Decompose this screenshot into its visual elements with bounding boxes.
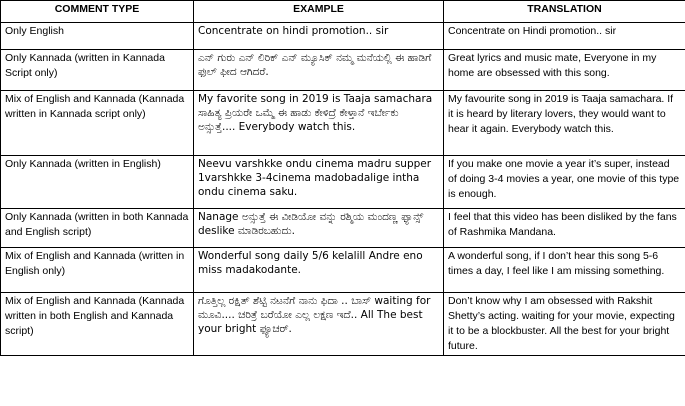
translation-cell: I feel that this video has been disliked by the fans of Rashmika Mandana.	[444, 209, 685, 248]
example-cell: ಎನ್ ಗುರು ಎನ್ ಲಿರಿಕ್ ಎನ್ ಮ್ಯೂಸಿಕ್ ನಮ್ಮ ಮನೆಯಲ್ಲಿ ಈ ಹಾಡಿಗೆ ಫುಲ್ ಫೀದ ಆಗಿದರೆ.	[194, 50, 444, 91]
table-row	[1, 91, 685, 156]
comment-type-cell: Only Kannada (written in Kannada Script only)	[1, 50, 194, 91]
comment-type-cell: Mix of English and Kannada (written in English only)	[1, 248, 194, 293]
example-cell: Wonderful song daily 5/6 kelalill Andre eno miss madakodante.	[194, 248, 444, 293]
comment-type-cell: Only Kannada (written in English)	[1, 156, 194, 209]
comment-type-cell: Only Kannada (written in both Kannada and English script)	[1, 209, 194, 248]
table-row	[1, 156, 685, 209]
translation-cell: Concentrate on Hindi promotion.. sir	[444, 23, 685, 50]
example-cell: Neevu varshkke ondu cinema madru supper 1varshkke 3-4cinema madobadalige intha ondu cinema saku.	[194, 156, 444, 209]
example-cell: Concentrate on hindi promotion.. sir	[194, 23, 444, 50]
translation-cell: If you make one movie a year it’s super, instead of doing 3-4 movies a year, one movie of this type is enough.	[444, 156, 685, 209]
example-cell: ಗೊತ್ತಿಲ್ಲ ರಕ್ಷಿತ್ ಶೆಟ್ಟಿ ನಟನೆಗೆ ನಾನು ಫಿದಾ .. ಬಾಸ್ waiting for ಮೂವಿ.... ಚರಿತ್ರೆ ಬರೆಯೋ ಎಲ್ಲ ಲಕ್ಷಣ ಇದೆ.. All The best your bright ಫ್ಯೂಚರ್.	[194, 293, 444, 356]
table-row	[1, 50, 685, 91]
table-row	[1, 23, 685, 50]
table-row	[1, 248, 685, 293]
header-translation: TRANSLATION	[444, 1, 685, 23]
comment-type-cell: Mix of English and Kannada (Kannada written in both English and Kannada script)	[1, 293, 194, 356]
translation-cell: Don’t know why I am obsessed with Rakshit Shetty’s acting. waiting for your movie, expecting it to be a blockbuster. All the best for your bright future.	[444, 293, 685, 356]
header-comment-type: COMMENT TYPE	[1, 1, 194, 23]
comment-type-cell: Mix of English and Kannada (Kannada written in Kannada script only)	[1, 91, 194, 156]
header-row	[1, 1, 685, 23]
example-cell: Nanage ಅನ್ಸುತ್ತೆ ಈ ವೀಡಿಯೋ ವನ್ನು ರಶ್ಮಿಯ ಮಂದಣ್ಣ ಫ್ಯಾನ್ಸ್ deslike ಮಾಡಿರಬಹುದು.	[194, 209, 444, 248]
table-row	[1, 209, 685, 248]
translation-cell: My favourite song in 2019 is Taaja samachara. If it is heard by literary lovers, they would want to hear it again. Everybody watch this.	[444, 91, 685, 156]
translation-cell: Great lyrics and music mate, Everyone in my home are obsessed with this song.	[444, 50, 685, 91]
comment-type-cell: Only English	[1, 23, 194, 50]
header-example: EXAMPLE	[194, 1, 444, 23]
example-cell: My favorite song in 2019 is Taaja samachara ಸಾಹಿತ್ಯ ಪ್ರಿಯರೇ ಒಮ್ಮೆ ಈ ಹಾಡು ಕೇಳಿದ್ರೆ ಕೇಳ್ತಾನೆ ಇರ್ಬೇಕು ಅನ್ಸುತ್ತೆ.... Everybody watch this.	[194, 91, 444, 156]
translation-cell: A wonderful song, if I don’t hear this song 5-6 times a day, I feel like I am missing something.	[444, 248, 685, 293]
table-row	[1, 293, 685, 356]
